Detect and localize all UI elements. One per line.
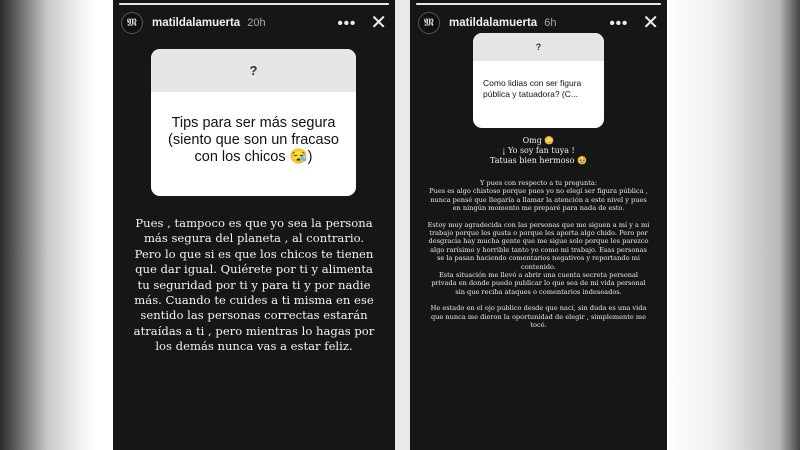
- post-time: 20h: [247, 17, 266, 29]
- close-icon[interactable]: ✕: [642, 12, 659, 34]
- question-sticker: [151, 49, 356, 196]
- story-header: [121, 12, 387, 34]
- reply-intro-text: Omg 😳 ¡ Yo soy fan tuya ! Tatuas bien hermoso 🥹: [490, 136, 587, 165]
- story-answer-text: Pues , tampoco es que yo sea la persona más segura del planeta , al contrario. Pero lo que si es que los chicos te tienen que dar igual. Quiérete por ti y alimenta tu seguridad por ti y para ti y por nadie más. Cuando te cuides a ti misma en ese sentido las personas correctas estarán atraídas a ti , pero mientras lo hagas por los demás nunca vas a estar feliz.: [133, 216, 375, 354]
- story-progress-bar: [119, 3, 389, 5]
- answer-paragraph: Estoy muy agradecida con las personas que me siguen a mí y a mi trabajo porque les gusta o porque les aporta algo chido. Pero por desgracia hay mucha gente que me sigue solo porque les parezco algo rarísimo y horrible tanto yo como mi trabajo. Esas personas se la pasan haciendo comentarios negativos y reportando mi contenido. Esta situación me llevó a abrir una cuenta secreta personal privada en donde puedo publicar lo que sea de mi vida personal sin que reciba ataques o comentarios indeseados.: [427, 220, 650, 296]
- story-progress-bar: [416, 3, 661, 5]
- more-options-icon[interactable]: •••: [337, 14, 357, 32]
- username[interactable]: matildalamuerta: [152, 17, 241, 29]
- avatar[interactable]: 𝕸: [121, 12, 143, 34]
- answer-paragraph: Y pues con respecto a tu pregunta: Pues es algo chistoso porque pues yo no elegí ser figura pública , nunca pensé que llegaría a llamar la atención a este nivel y pues en ningún momento me preparé para nada de esto.: [429, 179, 648, 213]
- question-text: Como lidias con ser figura pública y tatuadora? (C...: [483, 78, 582, 99]
- more-options-icon[interactable]: •••: [609, 14, 629, 32]
- question-sticker: [473, 33, 604, 128]
- question-text: Tips para ser más segura (siento que son un fracaso con los chicos 😪): [168, 115, 339, 165]
- background-gap: [395, 0, 410, 450]
- story-header: [418, 12, 659, 34]
- close-icon[interactable]: ✕: [370, 12, 387, 34]
- story-progress-fill: [416, 3, 661, 5]
- question-header: ?: [151, 49, 356, 92]
- background-right: [660, 0, 800, 450]
- story-panel-right: [410, 0, 667, 450]
- story-panel-left: [113, 0, 395, 450]
- question-header: ?: [473, 33, 604, 61]
- username[interactable]: matildalamuerta: [449, 17, 538, 29]
- post-time: 6h: [544, 17, 557, 29]
- story-progress-fill: [119, 3, 389, 5]
- story-answer-text: [426, 179, 651, 338]
- answer-paragraph: He estado en el ojo publico desde que nací, sin duda es una vida que nunca me dieron la oportunidad de elegir , simplemente me tocó.: [430, 304, 647, 330]
- avatar[interactable]: 𝕸: [418, 12, 440, 34]
